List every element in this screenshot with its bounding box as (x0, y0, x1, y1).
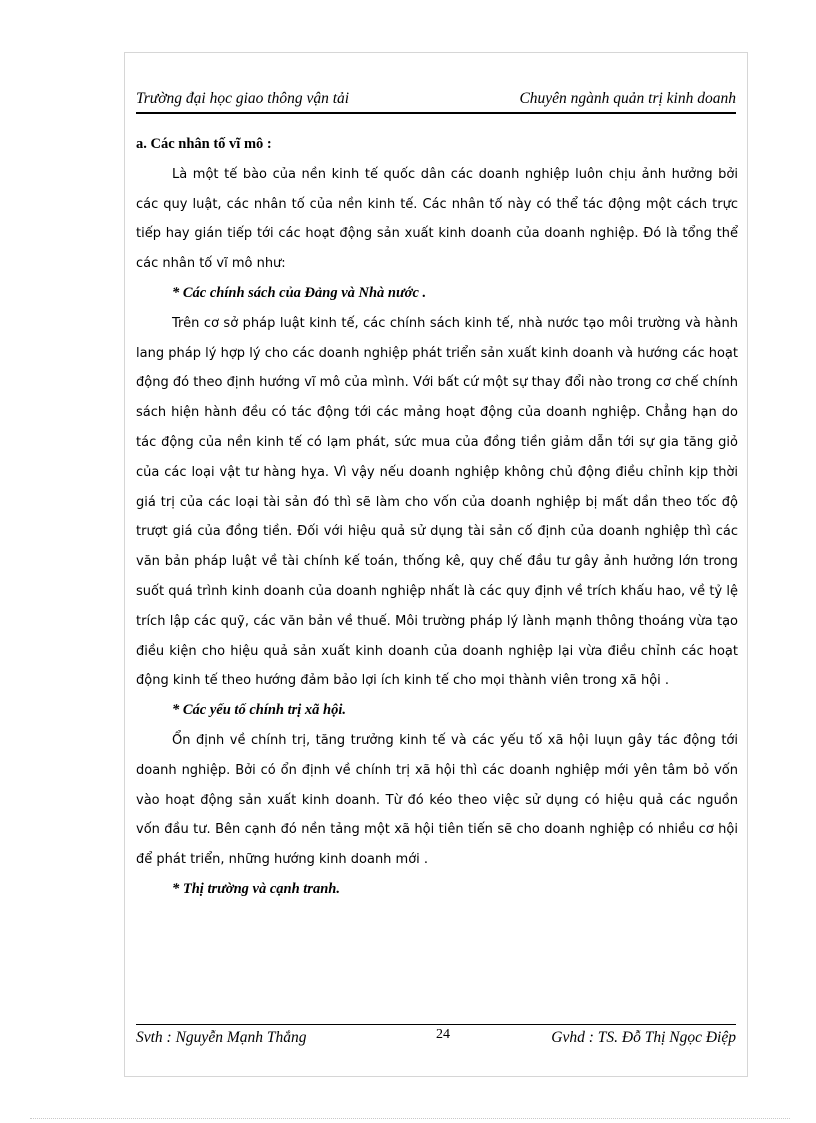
document-body (136, 130, 738, 905)
header-school: Trường đại học giao thông vận tải (136, 90, 350, 107)
footer-supervisor: Gvhd : TS. Đỗ Thị Ngọc Điệp (551, 1029, 736, 1046)
subheading-market: * Thị trường và cạnh tranh. (172, 880, 340, 897)
subheading-policy: * Các chính sách của Đảng và Nhà nước . (172, 284, 427, 301)
page-break-line (30, 1118, 790, 1119)
subheading-politics: * Các yếu tố chính trị xã hội. (172, 702, 347, 719)
paragraph-intro: Là một tế bào của nền kinh tế quốc dân các doanh nghiệp luôn chịu ảnh hưởng bởi các quy luật, các nhân tố của nền kinh tế. Các nhân tố này có thể tác động một cách trực tiếp hay gián tiếp tới các hoạt động sản xuất kinh doanh của doanh nghiệp. Đó là tổng thể các nhân tố vĩ mô như: (136, 166, 738, 272)
paragraph-policy: Trên cơ sở pháp luật kinh tế, các chính sách kinh tế, nhà nước tạo môi trường và hành lang pháp lý hợp lý cho các doanh nghiệp phát triển sản xuất kinh doanh và hướng các hoạt động đó theo định hướng vĩ mô của mình. Với bất cứ một sự thay đổi nào trong cơ chế chính sách hiện hành đều có tác động tới các mảng hoạt động của doanh nghiệp. Chẳng hạn do tác động của nền kinh tế có lạm phát, sức mua của đồng tiền giảm dẫn tới sự gia tăng giỏ của các loại vật tư hàng hỵa. Vì vậy nếu doanh nghiệp không chủ động điều chỉnh kịp thời giá trị của các loại tài sản đó thì sẽ làm cho vốn của doanh nghiệp bị mất dần theo tốc độ trượt giá của đồng tiền. Đối với hiệu quả sử dụng tài sản cố định của doanh nghiệp thì các văn bản pháp luật về tài chính kế toán, thống kê, quy chế đầu tư gây ảnh hưởng lớn trong suốt quá trình kinh doanh của doanh nghiệp nhất là các quy định về trích khấu hao, về tỷ lệ trích lập các quỹ, các văn bản về thuế. Môi trường pháp lý lành mạnh thông thoáng vừa tạo điều kiện cho hiệu quả sản xuất kinh doanh của doanh nghiệp lại vừa điều chỉnh các hoạt động kinh tế theo hướng đảm bảo lợi ích kinh tế cho mọi thành viên trong xã hội . (136, 315, 738, 689)
footer-student: Svth : Nguyễn Mạnh Thắng (136, 1029, 307, 1046)
section-heading: a. Các nhân tố vĩ mô : (136, 136, 272, 152)
page-footer (136, 1024, 736, 1051)
page-number: 24 (436, 1027, 450, 1042)
page-header (136, 90, 736, 114)
header-major: Chuyên ngành quản trị kinh doanh (519, 90, 736, 107)
paragraph-politics: Ổn định về chính trị, tăng trưởng kinh tế và các yếu tố xã hội luụn gây tác động tới doanh nghiệp. Bởi có ổn định về chính trị xã hội thì các doanh nghiệp mới yên tâm bỏ vốn vào hoạt động sản xuất kinh doanh. Từ đó kéo theo việc sử dụng có hiệu quả các nguồn vốn đầu tư. Bên cạnh đó nền tảng một xã hội tiên tiến sẽ cho doanh nghiệp có nhiều cơ hội để phát triển, những hướng kinh doanh mới . (136, 732, 738, 868)
